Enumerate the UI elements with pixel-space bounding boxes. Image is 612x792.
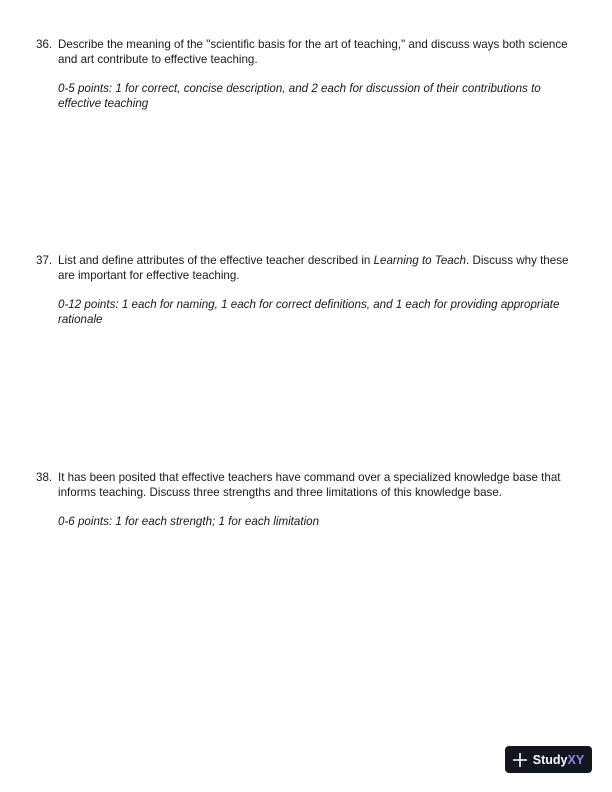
- question-text: [58, 253, 572, 284]
- rubric-points: 0-12 points: [58, 297, 116, 311]
- plus-sparkle-icon: [513, 753, 527, 767]
- logo-text-study: Study: [532, 752, 568, 767]
- question-text-part: . Discuss why these are important for effective teaching.: [58, 254, 569, 283]
- rubric-part: and 1 each for providing appropriate rationale: [58, 297, 560, 327]
- question-36: [36, 37, 572, 112]
- rubric-separator: :: [108, 81, 116, 95]
- rubric-separator: :: [108, 514, 116, 528]
- rubric-separator: ,: [282, 81, 289, 95]
- rubric-part: concise description: [183, 81, 283, 95]
- question-37: [36, 253, 572, 328]
- rubric-part: 1 each for correct definitions: [221, 297, 367, 311]
- rubric-points: 0-6 points: [58, 514, 109, 528]
- rubric-part: 1 for correct: [115, 81, 178, 95]
- scoring-rubric: [58, 81, 572, 112]
- studyxy-logo[interactable]: [505, 746, 592, 773]
- rubric-part: 1 each for naming: [121, 297, 215, 311]
- rubric-points: 0-5 points: [58, 81, 109, 95]
- question-number: 37.: [36, 254, 53, 267]
- rubric-separator: ,: [366, 297, 374, 311]
- rubric-separator: ;: [212, 514, 219, 528]
- question-text: It has been posited that effective teachers have command over a specialized knowledge base that informs teaching. Discuss three strengths and three limitations of this knowledge base.: [58, 471, 561, 500]
- rubric-separator: ,: [177, 81, 184, 95]
- question-text-part: List and define attributes of the effective teacher described in: [58, 254, 374, 267]
- question-number: 36.: [36, 38, 53, 51]
- rubric-part: and 2 each for discussion of their contributions to effective teaching: [58, 81, 541, 111]
- question-text: Describe the meaning of the "scientific basis for the art of teaching," and discuss ways both science and art contribute to effective teaching.: [58, 38, 568, 67]
- book-title: Learning to Teach: [373, 254, 466, 267]
- rubric-separator: :: [115, 297, 122, 311]
- rubric-part: 1 for each strength: [115, 514, 213, 528]
- rubric-part: 1 for each limitation: [218, 514, 320, 528]
- scoring-rubric: [58, 514, 572, 529]
- question-number: 38.: [36, 471, 53, 484]
- logo-text-xy: XY: [567, 752, 585, 767]
- question-38: [36, 470, 572, 529]
- rubric-separator: ,: [214, 297, 222, 311]
- scoring-rubric: [58, 297, 572, 328]
